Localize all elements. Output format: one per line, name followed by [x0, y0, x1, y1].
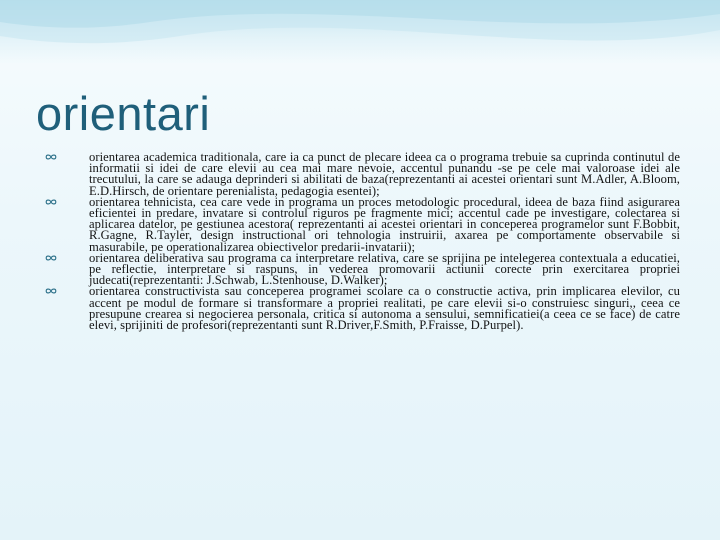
header-wave-decoration — [0, 0, 720, 70]
bullet-list — [40, 152, 680, 331]
infinity-icon — [44, 253, 58, 263]
list-item-text: orientarea tehnicista, cea care vede in programa un proces metodologic procedural, ideea de baza fiind asigurarea eficientei in predare, invatare si controlul riguros pe fragmente mici; accentul cade pe investigare, colectarea si aplicarea datelor, pe gestiunea acestora( reprezentanti ai acestei orientari in conceperea programelor sunt F.Bobbit, R.Gagne, R.Tayler, design instructional ori tehnologia instruirii, axarea pe comportamente observabile si masurabile, pe operationalizarea obiectivelor predarii-invatarii); — [89, 194, 680, 254]
list-item — [40, 250, 680, 288]
list-item-text: orientarea academica traditionala, care ia ca punct de plecare ideea ca o programa trebuie sa cuprinda continutul de informatii si idei de care elevii au cea mai mare nevoie, accentul punandu -se pe cele mai valoroase idei ale trecutului, la care se adauga deprinderi si abilitati de baza(reprezentanti ai acestei orientari sunt M.Adler, A.Bloom, E.D.Hirsch, de orientare perenialista, pedagogia esentei); — [89, 150, 680, 198]
list-item — [40, 152, 680, 197]
infinity-icon — [44, 286, 58, 296]
slide-title: orientari — [36, 87, 211, 140]
list-item — [40, 194, 680, 254]
list-item-text: orientarea constructivista sau conceperea programei scolare ca o constructie activa, prin implicarea elevilor, cu accent pe modul de formare si transformare a propriei realitati, pe care elevii si-o construiesc singuri,, ceea ce presupune crearea si negocierea personala, critica si autonoma a sensului, semnificatiei(a ceea ce se face) de catre elevi, sprijiniti de profesori(reprezentanti sunt R.Driver,F.Smith, P.Fraisse, D.Purpel). — [89, 284, 680, 333]
infinity-icon — [44, 197, 58, 207]
infinity-icon — [44, 152, 58, 162]
list-item — [40, 286, 680, 331]
list-item-text: orientarea deliberativa sau programa ca interpretare relativa, care se sprijina pe intelegerea contextuala a educatiei, pe reflectie, interpretare si raspuns, in vederea promovarii actiunii corecte prin exercitarea propriei judecati(reprezentanti: J.Schwab, L.Stenhouse, D.Walker); — [89, 250, 680, 288]
